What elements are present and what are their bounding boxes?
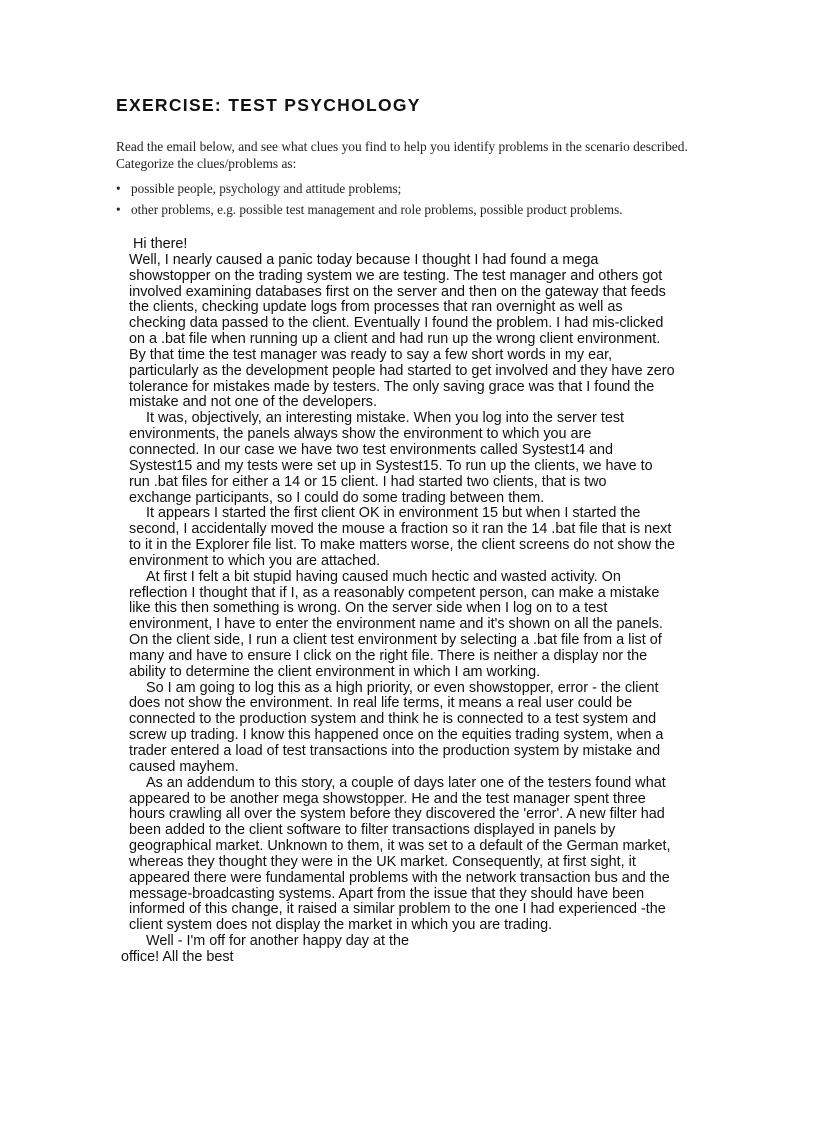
email-line: connected to the production system and think he is connected to a test system and — [129, 711, 657, 728]
email-line: involved examining databases first on the server and then on the gateway that feeds — [129, 283, 666, 300]
exercise-title: EXERCISE: TEST PSYCHOLOGY — [116, 95, 421, 115]
email-line: connected. In our case we have two test environments called Systest14 and — [129, 441, 613, 458]
email-line: On the client side, I run a client test environment by selecting a .bat file from a list of — [129, 632, 662, 649]
email-line: whereas they thought they were in the UK market. Consequently, at first sight, it — [129, 853, 636, 870]
email-line: mistake and not one of the developers. — [129, 394, 377, 411]
email-line: Well - I'm off for another happy day at the — [146, 933, 409, 950]
email-line: As an addendum to this story, a couple of days later one of the testers found what — [146, 774, 666, 791]
email-line: informed of this change, it raised a similar problem to the one I had experienced -the — [129, 901, 666, 918]
email-line: appeared to be another mega showstopper. He and the test manager spent three — [129, 790, 646, 807]
email-signoff: office! All the best — [121, 948, 234, 965]
instructions-line: Read the email below, and see what clues you find to help you identify problems in the scenario described. — [116, 139, 688, 154]
email-line: client system does not display the market in which you are trading. — [129, 917, 553, 934]
email-greeting: Hi there! — [133, 236, 188, 252]
email-line: been added to the client software to filter transactions displayed in panels by — [129, 822, 616, 839]
email-line: exchange participants, so I could do some trading between them. — [129, 489, 545, 506]
email-line: many and have to ensure I click on the right file. There is neither a display nor the — [129, 647, 648, 664]
category-list — [116, 181, 756, 223]
email-line: It appears I started the first client OK in environment 15 but when I started the — [146, 505, 641, 522]
category-list-item — [116, 202, 756, 218]
email-line: By that time the test manager was ready to say a few short words in my ear, — [129, 346, 613, 363]
email-line: geographical market. Unknown to them, it was set to a default of the German market, — [129, 838, 671, 855]
email-line: hours crawling all over the system before they discovered the 'error'. A new filter had — [129, 806, 665, 823]
email-line: particularly as the development people had started to get involved and they have zero — [129, 362, 675, 379]
email-line: environment, I have to enter the environment name and it's shown on all the panels. — [129, 616, 663, 633]
email-line: message-broadcasting systems. Apart from the issue that they should have been — [129, 885, 645, 902]
email-line: tolerance for mistakes made by testers. The only saving grace was that I found the — [129, 378, 655, 395]
email-line: So I am going to log this as a high priority, or even showstopper, error - the client — [146, 679, 659, 696]
email-line: like this then something is wrong. On the server side when I log on to a test — [129, 600, 608, 617]
category-text: possible people, psychology and attitude problems; — [131, 181, 402, 196]
email-line: showstopper on the trading system we are testing. The test manager and others got — [129, 267, 663, 284]
instructions-paragraph — [116, 139, 736, 172]
category-text: other problems, e.g. possible test management and role problems, possible product problems. — [131, 202, 623, 217]
email-line: to it in the Explorer file list. To make matters worse, the client screens do not show the — [129, 537, 676, 554]
email-body — [121, 236, 749, 966]
email-line: environments, the panels always show the environment to which you are — [129, 426, 592, 443]
email-line: reflection I thought that if I, as a reasonably competent person, can make a mistake — [129, 584, 660, 601]
email-line: on a .bat file when running up a client and had run up the wrong client environment. — [129, 331, 661, 348]
email-line: caused mayhem. — [129, 758, 239, 775]
email-line: Well, I nearly caused a panic today because I thought I had found a mega — [129, 251, 599, 268]
category-list-item — [116, 181, 756, 197]
email-line: checking data passed to the client. Eventually I found the problem. I had mis-clicked — [129, 315, 664, 332]
bullet-icon: • — [116, 202, 121, 217]
email-line: trader entered a load of test transactions into the production system by mistake and — [129, 743, 661, 759]
instructions-line: Categorize the clues/problems as: — [116, 155, 297, 171]
email-line: appeared there were fundamental problems with the network transaction bus and the — [129, 869, 670, 886]
email-line: second, I accidentally moved the mouse a fraction so it ran the 14 .bat file that is next — [129, 521, 672, 538]
email-line: Systest15 and my tests were set up in Systest15. To run up the clients, we have to — [129, 457, 653, 474]
email-line: It was, objectively, an interesting mistake. When you log into the server test — [146, 410, 625, 427]
email-line: run .bat files for either a 14 or 15 client. I had started two clients, that is two — [129, 473, 607, 490]
email-line: screw up trading. I know this happened once on the equities trading system, when a — [129, 727, 664, 744]
email-line: environment to which you are attached. — [129, 552, 381, 569]
email-line: ability to determine the client environment in which I am working. — [129, 663, 541, 680]
bullet-icon: • — [116, 181, 121, 196]
email-line: does not show the environment. In real life terms, it means a real user could be — [129, 695, 633, 712]
email-line: the clients, checking update logs from processes that ran overnight as well as — [129, 299, 623, 316]
email-line: At first I felt a bit stupid having caused much hectic and wasted activity. On — [146, 568, 621, 585]
